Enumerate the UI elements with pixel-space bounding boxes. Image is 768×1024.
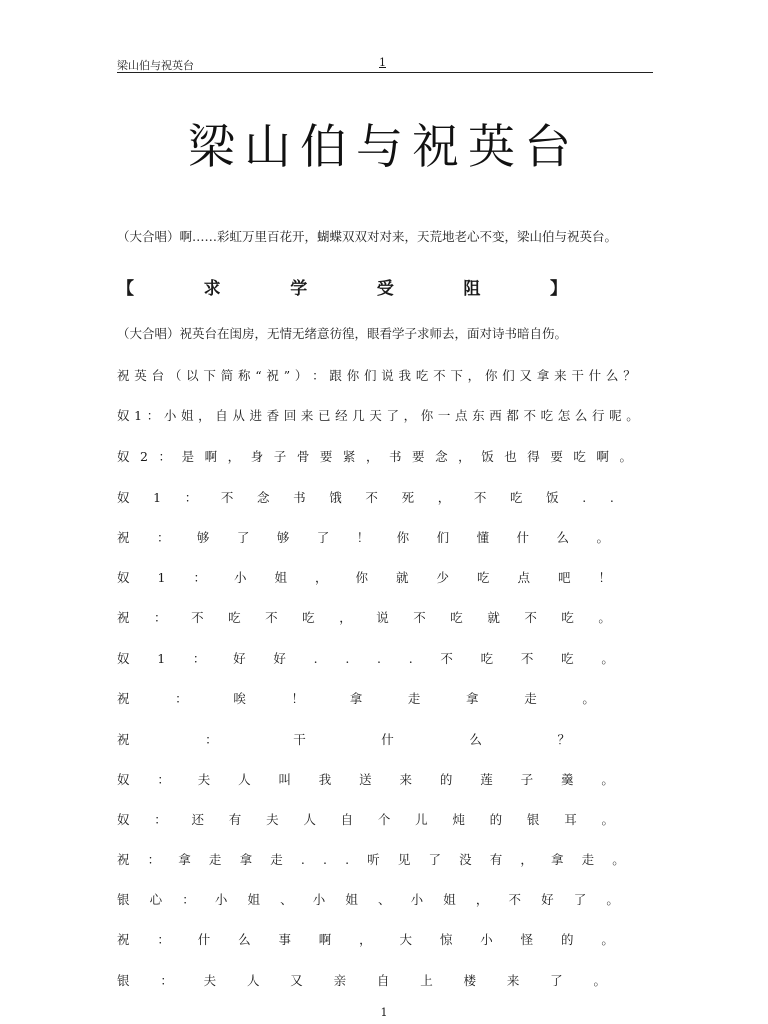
- line-char: 走: [581, 852, 595, 867]
- line-char: 怪: [520, 932, 534, 947]
- line-char: 奴: [117, 772, 130, 787]
- line-char: 书: [389, 449, 402, 464]
- line-char: 夫: [266, 812, 279, 827]
- line-char: 你: [484, 368, 498, 383]
- line-char: ：: [175, 691, 188, 706]
- line-char: 西: [489, 408, 502, 423]
- line-char: 不: [413, 610, 426, 625]
- line-char: 身: [250, 449, 264, 464]
- line-char: 奴: [117, 812, 130, 827]
- line-char: 要: [550, 449, 563, 464]
- line-char: 夫: [203, 973, 217, 988]
- line-char: 好: [541, 892, 554, 907]
- line-char: ）: [294, 368, 308, 383]
- line-char: 。: [601, 651, 614, 666]
- line-char: 懂: [476, 530, 490, 545]
- line-char: 什: [381, 732, 394, 747]
- line-char: 2: [140, 448, 148, 464]
- line-char: 人: [246, 973, 260, 988]
- line-char: ：: [154, 610, 167, 625]
- line-char: 你: [420, 408, 434, 423]
- line-char: .: [345, 851, 350, 867]
- line-char: 下: [450, 368, 463, 383]
- line-char: 祝: [117, 732, 130, 747]
- line-char: 叫: [278, 772, 291, 787]
- line-char: 吧: [557, 570, 571, 585]
- script-line: [117, 405, 639, 425]
- line-char: 书: [293, 490, 306, 505]
- line-char: 呢: [609, 408, 622, 423]
- line-char: 送: [359, 772, 372, 787]
- line-char: ，: [437, 490, 451, 505]
- line-char: 又: [519, 368, 533, 383]
- script-line: [117, 929, 614, 949]
- line-char: 念: [257, 490, 270, 505]
- line-char: 子: [520, 772, 534, 787]
- line-char: 进: [249, 408, 262, 423]
- line-char: 念: [435, 449, 448, 464]
- line-char: “: [255, 367, 262, 383]
- line-char: 们: [502, 368, 515, 383]
- line-char: 来: [554, 368, 567, 383]
- line-char: ：: [156, 530, 170, 545]
- script-line: [117, 648, 614, 668]
- line-char: 奴: [117, 490, 130, 505]
- line-char: ：: [312, 368, 325, 383]
- line-char: 的: [489, 812, 503, 827]
- line-char: ！: [356, 530, 370, 545]
- line-char: 小: [214, 892, 228, 907]
- line-char: 祝: [117, 368, 130, 383]
- script-line: [117, 849, 625, 869]
- line-char: 以: [186, 368, 199, 383]
- line-char: 姐: [443, 892, 456, 907]
- line-char: 吃: [480, 651, 494, 666]
- line-char: 个: [377, 812, 391, 827]
- line-char: ”: [283, 367, 291, 383]
- line-char: 、: [378, 892, 391, 907]
- line-char: 。: [601, 812, 614, 827]
- line-char: 东: [472, 408, 485, 423]
- line-char: 银: [117, 973, 130, 988]
- line-char: 姐: [247, 892, 261, 907]
- line-char: 。: [593, 973, 606, 988]
- line-char: 祝: [117, 932, 130, 947]
- script-line: [117, 970, 606, 990]
- line-char: 惊: [439, 932, 453, 947]
- line-char: 走: [407, 691, 421, 706]
- line-char: 香: [266, 408, 280, 423]
- line-char: 。: [596, 530, 609, 545]
- line-char: 不: [520, 651, 534, 666]
- line-char: 了: [386, 408, 399, 423]
- line-char: 拿: [551, 852, 564, 867]
- line-char: 不: [473, 490, 487, 505]
- line-char: .: [377, 650, 381, 666]
- line-char: 祝: [117, 530, 130, 545]
- line-char: 点: [517, 570, 530, 585]
- line-char: 简: [220, 368, 234, 383]
- line-char: 来: [300, 408, 314, 423]
- line-char: 什: [197, 932, 211, 947]
- line-char: ：: [193, 570, 206, 585]
- line-char: 们: [363, 368, 377, 383]
- script-line: [117, 809, 614, 829]
- line-char: 饭: [481, 449, 494, 464]
- line-char: 楼: [463, 973, 477, 988]
- line-char: 吃: [302, 610, 315, 625]
- line-char: 就: [395, 570, 409, 585]
- line-char: 台: [151, 368, 165, 383]
- line-char: 不: [508, 892, 522, 907]
- line-char: 1: [153, 489, 162, 505]
- line-char: 就: [487, 610, 500, 625]
- line-char: 吃: [415, 368, 429, 383]
- line-char: 祝: [117, 691, 130, 706]
- line-char: 怎: [557, 408, 571, 423]
- line-char: 银: [117, 892, 130, 907]
- line-char: 走: [208, 852, 222, 867]
- line-char: 骨: [296, 449, 310, 464]
- line-char: 不: [524, 610, 537, 625]
- line-char: ？: [557, 732, 570, 747]
- line-char: 称: [237, 368, 251, 383]
- line-char: 唉: [233, 691, 246, 706]
- script-line: [117, 769, 614, 789]
- line-char: 姐: [180, 408, 194, 423]
- line-char: 有: [228, 812, 242, 827]
- line-char: .: [300, 851, 305, 867]
- line-char: 干: [571, 368, 584, 383]
- line-char: 啊: [596, 449, 609, 464]
- line-char: 拿: [466, 691, 479, 706]
- line-char: 么: [556, 530, 569, 545]
- line-char: 不: [265, 610, 278, 625]
- line-char: 姐: [274, 570, 287, 585]
- line-char: 事: [278, 932, 291, 947]
- line-char: 经: [335, 408, 348, 423]
- line-char: ！: [291, 691, 305, 706]
- line-char: 你: [355, 570, 368, 585]
- line-char: 银: [526, 812, 540, 827]
- line-char: 奴: [117, 570, 130, 585]
- line-char: 吃: [509, 490, 523, 505]
- line-char: 什: [588, 368, 602, 383]
- line-char: 姐: [345, 892, 358, 907]
- line-char: 吃: [561, 651, 574, 666]
- line-char: ：: [192, 651, 206, 666]
- line-char: 么: [469, 732, 482, 747]
- line-char: 不: [440, 651, 453, 666]
- line-char: 走: [270, 852, 283, 867]
- line-char: 饭: [546, 490, 559, 505]
- line-char: ，: [314, 570, 328, 585]
- line-char: ，: [520, 852, 533, 867]
- line-char: ：: [184, 490, 198, 505]
- line-char: 从: [232, 408, 245, 423]
- line-char: .: [322, 851, 327, 867]
- line-char: ：: [205, 732, 218, 747]
- script-line: [117, 487, 614, 507]
- line-char: ：: [160, 973, 173, 988]
- line-char: 儿: [415, 812, 428, 827]
- line-char: ：: [146, 408, 160, 423]
- line-char: 自: [376, 973, 390, 988]
- line-char: .: [609, 489, 614, 505]
- line-char: 来: [399, 772, 413, 787]
- document-title: 梁山伯与祝英台: [188, 120, 580, 175]
- line-char: ：: [157, 932, 170, 947]
- line-char: 又: [290, 973, 303, 988]
- page-footer-number: 1: [380, 1006, 388, 1019]
- line-char: （: [168, 368, 182, 383]
- line-char: ：: [147, 852, 161, 867]
- line-char: 奴: [117, 408, 130, 423]
- line-char: 来: [506, 973, 520, 988]
- line-char: 我: [318, 772, 332, 787]
- line-char: 吃: [540, 408, 554, 423]
- header-page-number: 1: [379, 56, 386, 69]
- line-char: 。: [598, 610, 611, 625]
- line-char: 不: [523, 408, 536, 423]
- line-char: ，: [403, 408, 417, 423]
- line-char: .: [345, 650, 350, 666]
- line-char: 拿: [239, 852, 253, 867]
- line-char: 的: [560, 932, 574, 947]
- script-line: （大合唱）祝英台在闺房，无情无绪意彷徨，眼看学子求师去，面对诗书暗自伤。: [117, 326, 568, 341]
- line-char: 炖: [452, 812, 465, 827]
- line-char: 得: [527, 449, 540, 464]
- line-char: 好: [233, 651, 246, 666]
- line-char: 少: [436, 570, 449, 585]
- line-char: 1: [157, 569, 166, 585]
- line-char: 1: [157, 650, 166, 666]
- line-char: 已: [317, 408, 331, 423]
- line-char: 吃: [450, 610, 463, 625]
- line-char: 你: [346, 368, 360, 383]
- line-char: 小: [312, 892, 326, 907]
- line-char: 英: [134, 368, 147, 383]
- section-char: 阻: [463, 279, 481, 299]
- line-char: 紧: [342, 449, 356, 464]
- line-char: 下: [203, 368, 216, 383]
- line-char: 有: [489, 852, 503, 867]
- line-char: 了: [573, 892, 587, 907]
- line-char: 吃: [573, 449, 586, 464]
- line-char: 要: [319, 449, 333, 464]
- line-char: ：: [157, 772, 170, 787]
- header-title: 梁山伯与祝英台: [117, 59, 194, 72]
- line-char: 没: [459, 852, 472, 867]
- line-char: 小: [233, 570, 247, 585]
- line-char: 吃: [228, 610, 241, 625]
- line-char: 一: [437, 408, 451, 423]
- line-char: .: [582, 489, 587, 505]
- line-char: ，: [365, 449, 379, 464]
- line-char: 的: [439, 772, 453, 787]
- line-char: 拿: [349, 691, 363, 706]
- line-char: 干: [293, 732, 306, 747]
- line-char: 吃: [561, 610, 574, 625]
- line-char: 天: [369, 408, 382, 423]
- line-char: 要: [412, 449, 425, 464]
- line-char: 自: [340, 812, 354, 827]
- section-close-bracket: 】: [549, 279, 567, 299]
- line-char: 点: [454, 408, 468, 423]
- line-char: 是: [181, 449, 195, 464]
- script-line: [117, 446, 632, 466]
- line-char: 小: [410, 892, 424, 907]
- script-line: [117, 607, 611, 627]
- line-char: 啊: [318, 932, 332, 947]
- script-line: [117, 889, 619, 909]
- line-char: 都: [506, 408, 519, 423]
- line-char: 了: [316, 530, 330, 545]
- line-char: 饿: [329, 490, 342, 505]
- line-char: 大: [399, 932, 413, 947]
- line-char: 么: [238, 932, 251, 947]
- line-char: 人: [303, 812, 316, 827]
- line-char: 拿: [536, 368, 550, 383]
- script-line: [117, 365, 636, 385]
- page-header: [117, 53, 653, 73]
- script-line: [117, 729, 570, 749]
- line-char: ！: [598, 570, 611, 585]
- line-char: 子: [273, 449, 287, 464]
- line-char: 。: [601, 932, 614, 947]
- line-char: 。: [601, 772, 614, 787]
- line-char: 好: [273, 651, 286, 666]
- line-char: ？: [623, 368, 636, 383]
- line-char: ：: [154, 812, 167, 827]
- line-char: ，: [198, 408, 211, 423]
- line-char: 祝: [266, 368, 279, 383]
- line-char: 耳: [564, 812, 577, 827]
- line-char: 自: [215, 408, 228, 423]
- line-char: 心: [149, 892, 163, 907]
- line-char: 啊: [204, 449, 218, 464]
- line-char: 了: [428, 852, 441, 867]
- line-char: 1: [134, 407, 143, 423]
- line-char: 回: [283, 408, 297, 423]
- section-open-bracket: 【: [117, 279, 134, 299]
- line-char: 了: [236, 530, 250, 545]
- line-char: 说: [376, 610, 389, 625]
- line-char: 小: [163, 408, 177, 423]
- line-char: ：: [182, 892, 195, 907]
- line-char: 不: [365, 490, 378, 505]
- line-char: 奴: [117, 651, 130, 666]
- line-char: 跟: [329, 368, 342, 383]
- section-char: 学: [290, 279, 308, 299]
- line-char: 们: [436, 530, 450, 545]
- line-char: .: [313, 650, 318, 666]
- line-char: 么: [605, 368, 619, 383]
- line-char: 吃: [476, 570, 490, 585]
- script-line: [117, 527, 609, 547]
- line-char: 够: [196, 530, 210, 545]
- section-char: 求: [203, 279, 221, 299]
- line-char: 。: [619, 449, 632, 464]
- line-char: 。: [626, 408, 639, 423]
- line-char: 祝: [117, 610, 130, 625]
- line-char: 夫: [197, 772, 211, 787]
- line-char: 上: [420, 973, 433, 988]
- line-char: 什: [516, 530, 530, 545]
- line-char: 奴: [117, 449, 130, 464]
- line-char: 走: [524, 691, 537, 706]
- section-heading: [117, 274, 567, 299]
- line-char: 。: [606, 892, 619, 907]
- line-char: 行: [591, 408, 605, 423]
- line-char: 也: [504, 449, 517, 464]
- section-char: 受: [376, 279, 394, 299]
- line-char: 。: [612, 852, 625, 867]
- line-char: ，: [227, 449, 241, 464]
- line-char: 说: [381, 368, 394, 383]
- intro-chorus: （大合唱）啊……彩虹万里百花开，蝴蝶双双对对来，天荒地老心不变，梁山伯与祝英台。: [117, 229, 618, 244]
- line-char: 拿: [178, 852, 191, 867]
- line-char: 听: [367, 852, 380, 867]
- line-char: .: [408, 650, 413, 666]
- line-char: 我: [398, 368, 412, 383]
- line-char: 人: [238, 772, 251, 787]
- line-char: ，: [458, 449, 471, 464]
- line-char: 、: [280, 892, 293, 907]
- line-char: 够: [276, 530, 290, 545]
- line-char: ，: [475, 892, 489, 907]
- line-char: 不: [191, 610, 204, 625]
- script-line: [117, 688, 595, 708]
- line-char: ，: [467, 368, 481, 383]
- line-char: 死: [401, 490, 415, 505]
- line-char: 不: [220, 490, 234, 505]
- line-char: 见: [397, 852, 411, 867]
- line-char: 了: [550, 973, 563, 988]
- line-char: 莲: [480, 772, 493, 787]
- line-char: ，: [339, 610, 352, 625]
- line-char: 几: [352, 408, 365, 423]
- line-char: 羹: [560, 772, 574, 787]
- line-char: 小: [480, 932, 493, 947]
- line-char: 你: [396, 530, 410, 545]
- line-char: 亲: [333, 973, 347, 988]
- line-char: 祝: [117, 852, 130, 867]
- line-char: ，: [359, 932, 372, 947]
- line-char: 么: [574, 408, 588, 423]
- line-char: ：: [158, 449, 172, 464]
- script-line: [117, 567, 611, 587]
- line-char: 还: [191, 812, 205, 827]
- line-char: 。: [582, 691, 595, 706]
- line-char: 不: [433, 368, 446, 383]
